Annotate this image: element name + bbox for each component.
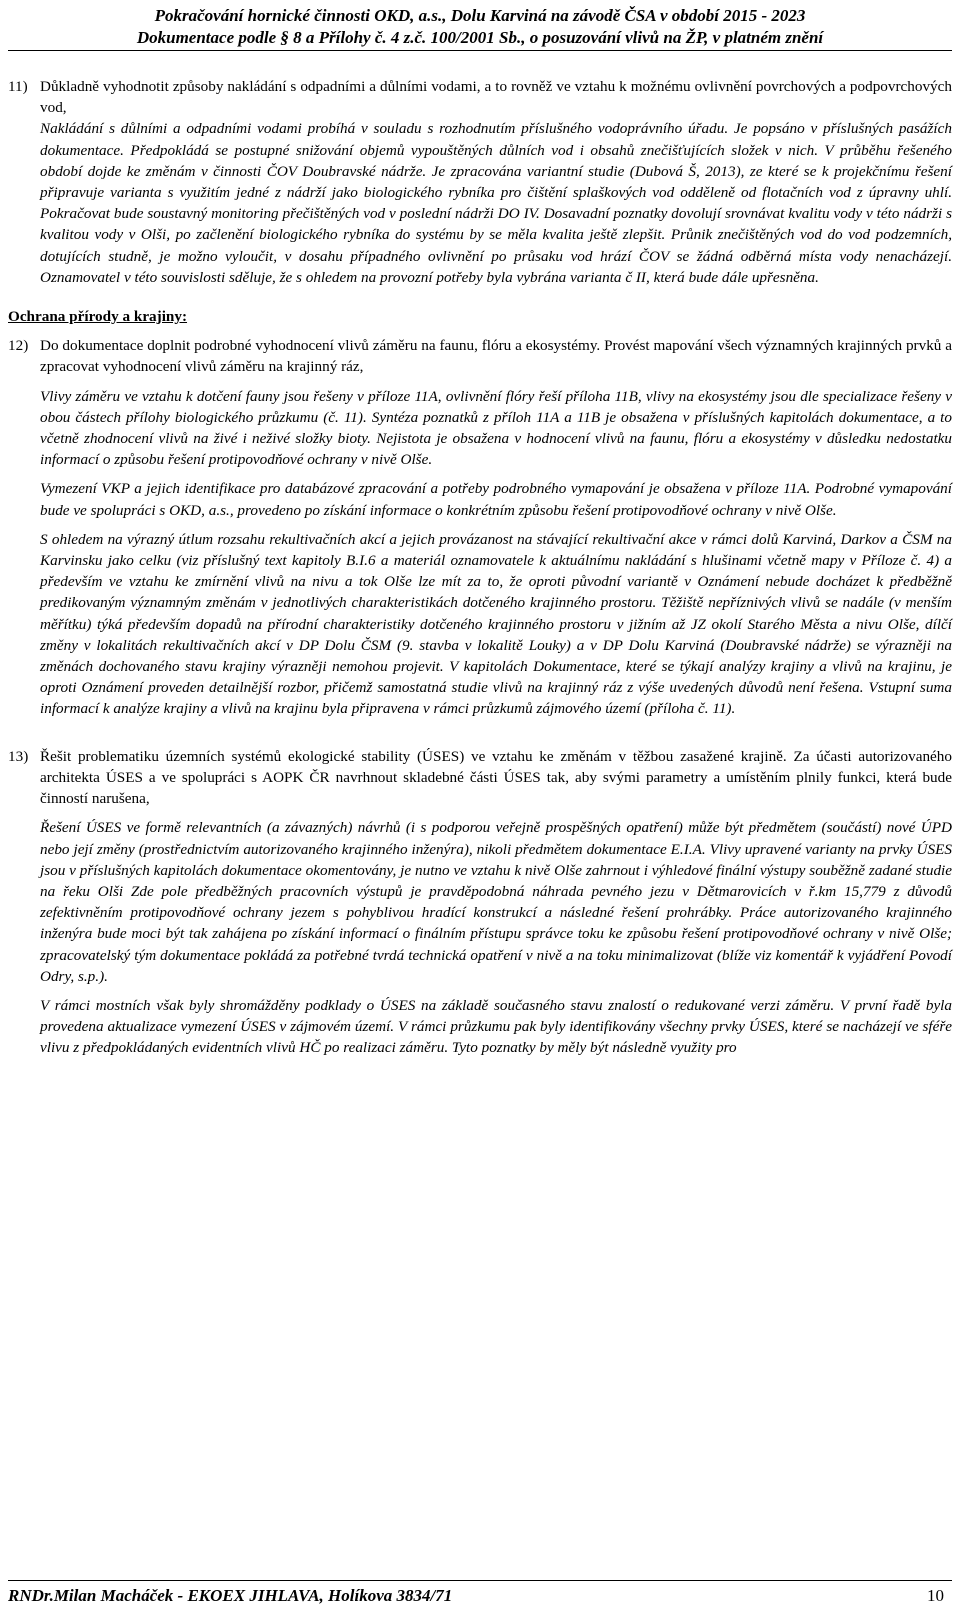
item-11 [8, 76, 952, 118]
header-divider [8, 50, 952, 51]
item-response: S ohledem na výrazný útlum rozsahu rekultivačních akcí a jejich provázanost na stávající rekultivační akce v rámci dolů Karviná, Darkov a ČSM na Karvinsku jako celku (viz příslušný text kapitoly B.I.6 a materiál oznamovatele k aktuálnímu nakládání s hlušinami včetně mapy v Příloze č. 4) a především ve vztahu ke zmírnění vlivů na nivu a tok Olše lze mít za to, že oproti původní variantě v Oznámení nebude docházet k předběžně predikovaným významným změnám v jednotlivých charakteristikách dotčeného krajinného prostoru. Těžiště nepříznivých vlivů se nadále (v menším měřítku) týká především dopadů na přírodní charakteristiky dotčeného krajinného prostoru v jižním až JZ okolí Starého Města a nivu Olše, dílčí změny v lokalitách rekultivačních akcí v DP Dolu ČSM (9. stavba v lokalitě Louky) a v DP Dolu Karviná (Doubravské nádrže) se výrazněji na změnách dochovaného stavu krajiny výrazněji nemohou projevit. V kapitolách Dokumentace, které se týkají analýzy krajiny a vlivů na krajinu, je oproti Oznámení proveden detailnější rozbor, přičemž samostatná studie vlivů na krajinný ráz z výše uvedených důvodů není řešena. Vstupní suma informací k analýze krajiny a vlivů na krajinu byla připravena v rámci průzkumů zájmového území (příloha č. 11). [40, 530, 952, 718]
item-number: 12) [8, 337, 29, 355]
page-header [0, 0, 960, 52]
header-title: Pokračování hornické činnosti OKD, a.s., Dolu Karviná na závodě ČSA v období 2015 - 2023 [154, 6, 806, 25]
footer-divider [8, 1580, 952, 1581]
item-response: Vlivy záměru ve vztahu k dotčení fauny jsou řešeny v příloze 11A, ovlivnění flóry řeší příloha 11B, vlivy na ekosystémy jsou dle specializace řešeny v obou částech přílohy biologického průzkumu (č. 11). Syntéza poznatků z příloh 11A a 11B je obsažena v příslušných kapitolách dokumentace, a to včetně zhodnocení vlivů na živé i neživé složky bioty. Nejistota je obsažena v hodnocení vlivů na faunu, flóru a ekosystémy v důsledku nedostatku informací o způsobu řešení protipovodňové ochrany v nivě Olše. [40, 387, 952, 469]
item-12 [8, 335, 952, 377]
item-requirement: Důkladně vyhodnotit způsoby nakládání s odpadními a důlními vodami, a to rovněž ve vztahu k možnému ovlivnění povrchových a podpovrchových vod, [40, 78, 952, 117]
item-number: 13) [8, 747, 29, 765]
page-footer [8, 1586, 952, 1610]
item-response: Nakládání s důlními a odpadními vodami probíhá v souladu s rozhodnutím příslušného vodoprávního úřadu. Je popsáno v příslušných pasážích dokumentace. Předpokládá se postupné snižování objemů vypouštěných důlních vod i obsahů znečišťujících složek v nich. V průběhu řešeného období dojde ke změnám v činnosti ČOV Doubravské nádrže. Je zpracována variantní studie (Dubová Š, 2013), ze které se k projekčnímu řešení připravuje varianta s využitím jedné z nádrží jako biologického rybníka pro čištění splaškových vod odděleně od flotačních vod z úpravny uhlí. Pokračovat bude soustavný monitoring přečištěných vod v poslední nádrži DO IV. Dosavadní poznatky dovolují srovnávat kvalitu vody v této nádrži s kvalitou vody v Olši, po začlenění biologického rybníka do systému by se měla kvalita ještě zlepšit. Průnik znečištěných vod do vod podzemních, dotujících studně, je možno vyloučit, v dosahu případného ovlivnění po průsaku vod hrází ČOV se žádná odběrná místa vody nenacházejí. Oznamovatel v této souvislosti sděluje, že s ohledem na provozní potřeby byla vybrána varianta č II, která bude dále upřesněna. [40, 120, 952, 286]
page-body [8, 76, 952, 1059]
header-subtitle: Dokumentace podle § 8 a Přílohy č. 4 z.č. 100/2001 Sb., o posuzování vlivů na ŽP, v platném znění [136, 28, 824, 47]
item-requirement: Do dokumentace doplnit podrobné vyhodnocení vlivů záměru na faunu, flóru a ekosystémy. Provést mapování všech významných krajinných prvků a zpracovat vyhodnocení vlivů záměru na krajinný ráz, [40, 337, 952, 376]
item-response: Řešení ÚSES ve formě relevantních (a závazných) návrhů (i s podporou veřejně prospěšných opatření) může být předmětem (součástí) nové ÚPD nebo její změny (prostřednictvím autorizovaného krajinného inženýra), nikoli předmětem dokumentace E.I.A. Vlivy upravené varianty na prvky ÚSES jsou v příslušných kapitolách dokumentace okomentovány, je nutno ve vztahu k nivě Olše zahrnout i výhledové finální výstupy souběžně zadané studie na řeku Olši Zde pole předběžných pracovních výstupů je pravděpodobná náhrada pevného jezu v Dětmarovicích v ř.km 15,779 z důvodů zefektivněním protipovodňové ochrany jezem s pohyblivou hradící konstrukcí a následné řešení prohrábky. Práce autorizovaného krajinného inženýra bude moci být tak zahájena po získání informací o finálním přístupu správce toku ke způsobu řešení protipovodňové ochrany v nivě Olše; zpracovatelský tým dokumentace pokládá za potřebné tvrdá technická opatření v nivě a na toku minimalizovat (blíže viz komentář k vyjádření Povodí Odry, s.p.). [40, 819, 952, 985]
item-response: Vymezení VKP a jejich identifikace pro databázové zpracování a potřeby podrobného vymapování je obsažena v příloze 11A. Podrobné vymapování bude ve spolupráci s OKD, a.s., provedeno po získání informace o konkrétním způsobu řešení protipovodňové ochrany v nivě Olše. [40, 480, 952, 519]
item-requirement: Řešit problematiku územních systémů ekologické stability (ÚSES) ve vztahu ke změnám v těžbou zasažené krajině. Za účasti autorizovaného architekta ÚSES a ve spolupráci s AOPK ČR navrhnout skladebné části ÚSES tak, aby svými parametry a umístěním plnily funkci, která bude činností narušena, [40, 747, 952, 808]
item-response: V rámci mostních však byly shromážděny podklady o ÚSES na základě současného stavu znalostí o redukované verzi záměru. V první řadě byla provedena aktualizace vymezení ÚSES v zájmovém území. V rámci průzkumu pak byly identifikovány všechny prvky ÚSES, které se nacházejí ve sféře vlivu z předpokládaných evidentních vlivů HČ po realizaci záměru. Tyto poznatky by měly být následně využity pro [40, 996, 952, 1057]
page-number: 10 [927, 1586, 944, 1605]
item-number: 11) [8, 78, 28, 95]
item-13 [8, 746, 952, 810]
footer-author: RNDr.Milan Macháček - EKOEX JIHLAVA, Holíkova 3834/71 [8, 1586, 453, 1605]
section-heading: Ochrana přírody a krajiny: [8, 308, 188, 326]
